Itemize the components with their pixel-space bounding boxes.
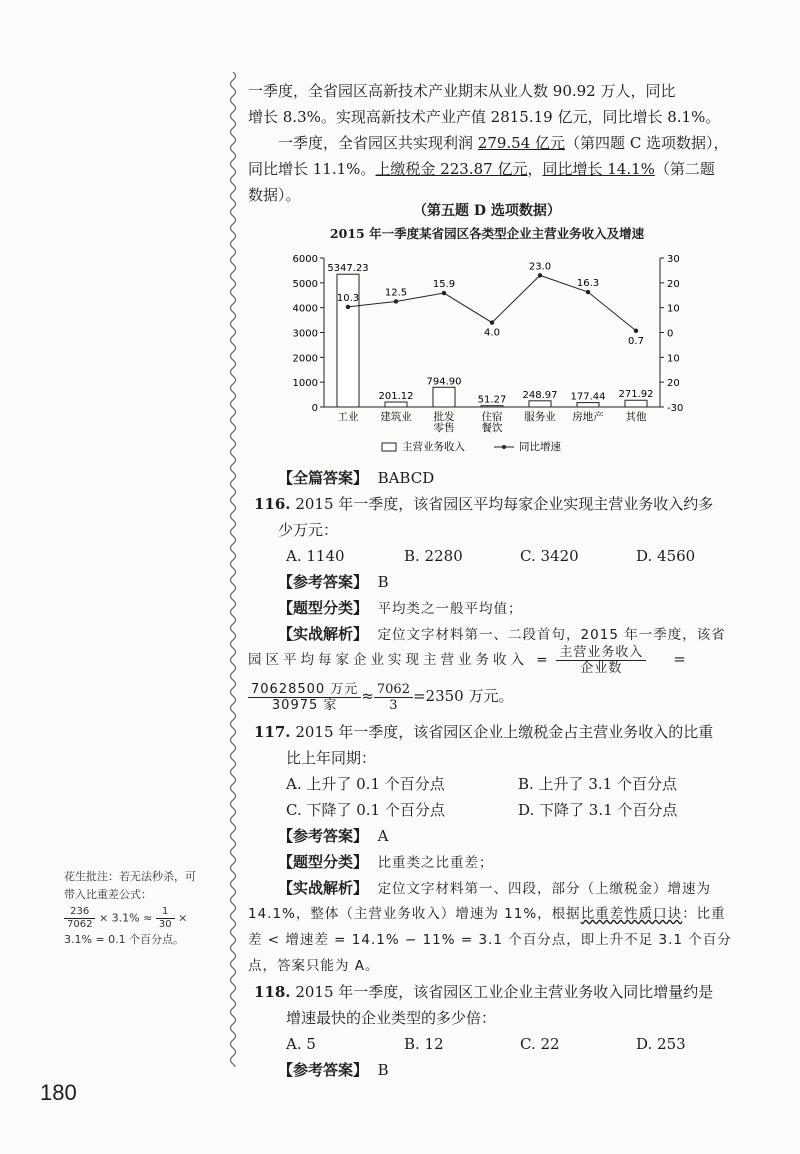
- q117-ref-value: A: [377, 827, 389, 845]
- category-label: 房地产: [572, 411, 604, 423]
- bar-label: 271.92: [618, 389, 654, 401]
- left-tick-label: 5000: [292, 278, 318, 290]
- growth-point: [634, 329, 638, 333]
- left-tick-label: 2000: [292, 353, 318, 365]
- side-note-mid: × 3.1% ≈: [98, 911, 153, 925]
- para2-line3: 数据）。: [248, 186, 301, 204]
- q117-option-c: C. 下降了 0.1 个百分点: [286, 801, 445, 819]
- frac2-den: 30975 家: [271, 697, 338, 713]
- category-label: 批发: [433, 411, 455, 423]
- bar-label: 5347.23: [327, 263, 369, 275]
- q117-analysis-line3: 差 < 增速差 = 14.1% − 11% = 3.1 个百分点，即上升不足 3.1 个百分: [248, 932, 732, 948]
- q117-stem-line1: [254, 719, 713, 745]
- q116-type-line: [278, 595, 523, 622]
- bar-label: 177.44: [570, 391, 606, 403]
- left-tick-label: 6000: [292, 254, 318, 265]
- q116-result: =2350 万元。: [412, 687, 514, 705]
- growth-point: [538, 273, 542, 277]
- q116-option-c: C. 3420: [520, 547, 579, 565]
- side-note-frac2: [156, 906, 175, 931]
- q117-analysis-text2a: 14.1%，整体（主营业务收入）增速为 11%，根据: [248, 906, 581, 922]
- q117-analysis-line4: 点，答案只能为 A。: [248, 958, 380, 974]
- chart-title: 2015 年一季度某省园区各类型企业主营业务收入及增速: [329, 226, 645, 241]
- left-tick-label: 3000: [292, 328, 318, 340]
- right-tick-label: 10: [667, 303, 680, 315]
- side-note-line4: 3.1% = 0.1 个百分点。: [64, 933, 185, 946]
- q116-frac-simplified: [374, 682, 413, 713]
- q116-analysis-text2: 园区平均每家企业实现主营业务收入 =: [248, 652, 552, 668]
- q118-option-c: C. 22: [520, 1035, 560, 1053]
- q118-option-b: B. 12: [404, 1035, 444, 1053]
- growth-label: 4.0: [484, 327, 500, 339]
- full-answer-value: BABCD: [377, 469, 435, 487]
- q118-stem-line1: [254, 979, 713, 1005]
- q116-analysis-line2: [248, 643, 686, 676]
- q116-type-label: 【题型分类】: [278, 599, 369, 617]
- q118-ref-value: B: [377, 1061, 389, 1079]
- category-label: 建筑业: [380, 411, 412, 423]
- q116-number: 116.: [254, 495, 291, 513]
- q118-option-d: D. 253: [636, 1035, 686, 1053]
- q118-number: 118.: [254, 983, 291, 1001]
- q118-stem1: 2015 年一季度，该省园区工业企业主营业务收入同比增量约是: [295, 983, 714, 1001]
- growth-label: 0.7: [628, 335, 644, 347]
- q117-option-a: A. 上升了 0.1 个百分点: [286, 775, 445, 793]
- right-tick-label: 20: [667, 378, 680, 390]
- note-frac1-num: 236: [64, 906, 95, 919]
- frac2-num: 70628500 万元: [248, 682, 361, 698]
- side-note-line3: [64, 906, 234, 931]
- q116-ref-value: B: [377, 573, 389, 591]
- bar-line-chart: [262, 240, 712, 465]
- q117-analysis-line2: [248, 901, 726, 927]
- q117-analysis-text1: 定位文字材料第一、四段，部分（上缴税金）增速为: [377, 881, 712, 897]
- right-tick-label: 30: [667, 254, 680, 265]
- left-tick-label: 4000: [292, 303, 318, 315]
- bar-批发零售: [433, 387, 455, 407]
- bar-label: 248.97: [522, 389, 558, 401]
- q118-option-a: A. 5: [286, 1035, 316, 1053]
- category-label: 零售: [433, 422, 455, 434]
- bar-label: 51.27: [477, 394, 507, 406]
- q117-stem-line2: 比上年同期：: [286, 749, 377, 767]
- q116-type-value: 平均类之一般平均值；: [377, 601, 523, 617]
- right-tick-label: -30: [667, 403, 684, 414]
- q116-stem1: 2015 年一季度，该省园区平均每家企业实现主营业务收入约多: [295, 495, 714, 513]
- full-answer-label: 【全篇答案】: [278, 469, 369, 487]
- side-note-line2: 带入比重差公式：: [64, 888, 152, 901]
- para2-line1: [278, 130, 729, 156]
- growth-point: [394, 299, 398, 303]
- bar-建筑业: [385, 402, 407, 407]
- q117-type-value: 比重类之比重差；: [377, 855, 494, 871]
- q116-frac-values: [248, 682, 361, 713]
- category-label: 餐饮: [481, 422, 503, 434]
- q117-ref-label: 【参考答案】: [278, 827, 369, 845]
- bar-服务业: [529, 401, 551, 407]
- growth-point: [490, 320, 494, 324]
- q116-ref-line: [278, 569, 389, 595]
- category-label: 其他: [625, 411, 647, 423]
- category-label: 工业: [337, 411, 359, 423]
- para2-underline-profit: 279.54 亿元: [477, 134, 566, 152]
- q116-option-b: B. 2280: [404, 547, 463, 565]
- category-label: 住宿: [481, 411, 503, 423]
- growth-label: 16.3: [576, 278, 600, 290]
- q117-analysis-text2b: ：比重: [682, 906, 726, 922]
- para2-text-d: （第二题: [654, 160, 715, 178]
- legend-bar-label: 主营业务收入: [402, 441, 465, 453]
- q117-ref-line: [278, 823, 388, 849]
- legend-bar-swatch: [382, 443, 396, 451]
- full-answer-line: [278, 465, 434, 491]
- para2-underline-growth: 同比增长 14.1%: [542, 160, 655, 178]
- q116-option-d: D. 4560: [636, 547, 696, 565]
- growth-point: [586, 290, 590, 294]
- q116-frac-revenue-per-firm: [556, 645, 646, 676]
- bar-label: 794.90: [426, 376, 462, 388]
- side-note-times: ×: [178, 911, 188, 925]
- q116-analysis-label: 【实战解析】: [278, 625, 369, 643]
- q117-stem1: 2015 年一季度，该省园区企业上缴税金占主营业务收入的比重: [295, 723, 714, 741]
- side-note-frac1: [64, 906, 95, 931]
- note-frac2-num: 1: [156, 906, 175, 919]
- growth-point: [442, 291, 446, 295]
- frac1-den: 企业数: [580, 660, 623, 676]
- left-tick-label: 1000: [292, 378, 318, 390]
- q116-analysis-line3: [248, 679, 514, 713]
- q117-analysis-label: 【实战解析】: [278, 879, 369, 897]
- para2-text-a: 一季度，全省园区共实现利润: [278, 134, 478, 152]
- growth-label: 12.5: [384, 287, 408, 299]
- q116-equals: =: [673, 650, 686, 668]
- q116-stem-line2: 少万元：: [278, 521, 339, 539]
- frac1-num: 主营业务收入: [556, 645, 646, 661]
- growth-point: [346, 305, 350, 309]
- q117-number: 117.: [254, 723, 291, 741]
- para2-text-b: （第四题 C 选项数据），: [565, 134, 729, 152]
- category-label: 服务业: [524, 411, 556, 423]
- q116-option-a: A. 1140: [286, 547, 345, 565]
- para2-text-c: 同比增长 11.1%。: [248, 160, 376, 178]
- q117-option-b: B. 上升了 3.1 个百分点: [518, 775, 677, 793]
- q118-stem-line2: 增速最快的企业类型的多少倍：: [286, 1009, 497, 1027]
- legend-line-label: 同比增速: [519, 441, 561, 453]
- growth-label: 15.9: [432, 279, 456, 291]
- q116-ref-label: 【参考答案】: [278, 573, 369, 591]
- chart-caption: （第五题 D 选项数据）: [413, 203, 561, 219]
- q118-ref-label: 【参考答案】: [278, 1061, 369, 1079]
- q116-stem-line1: [254, 491, 713, 517]
- left-tick-label: 0: [311, 403, 318, 414]
- bar-房地产: [577, 403, 599, 407]
- note-frac1-den: 7062: [67, 919, 93, 930]
- right-tick-label: 10: [667, 353, 680, 365]
- right-tick-label: 0: [667, 328, 674, 340]
- right-tick-label: 20: [667, 278, 680, 290]
- q116-approx: ≈: [361, 687, 374, 705]
- q117-analysis-underlined: 比重差性质口诀: [580, 906, 683, 922]
- side-note-line1: 花生批注：若无法秒杀，可: [64, 870, 196, 883]
- q116-analysis-text1: 定位文字材料第一、二段首句，2015 年一季度，该省: [377, 627, 726, 643]
- bar-住宿餐饮: [481, 406, 503, 407]
- q117-type-line: [278, 849, 494, 876]
- growth-label: 10.3: [336, 292, 360, 304]
- bar-label: 201.12: [378, 391, 414, 403]
- side-note: [64, 868, 234, 949]
- frac3-num: 7062: [374, 682, 413, 698]
- para2-underline-tax: 上缴税金 223.87 亿元: [375, 160, 528, 178]
- growth-label: 23.0: [528, 261, 552, 273]
- legend-line-marker: [502, 445, 506, 449]
- q117-option-d: D. 下降了 3.1 个百分点: [518, 801, 678, 819]
- para1-line1: 一季度，全省园区高新技术产业期末从业人数 90.92 万人，同比: [248, 82, 676, 100]
- note-frac2-den: 30: [158, 919, 172, 930]
- page-number: 180: [40, 1080, 77, 1105]
- q117-type-label: 【题型分类】: [278, 853, 369, 871]
- bar-其他: [625, 400, 647, 407]
- para2-comma: ，: [527, 160, 543, 178]
- q118-ref-line: [278, 1057, 389, 1083]
- q117-analysis-line1: [278, 875, 711, 902]
- frac3-den: 3: [389, 697, 398, 713]
- para1-line2: 增长 8.3%。实现高新技术产业产值 2815.19 亿元，同比增长 8.1%。: [248, 108, 721, 126]
- para2-line2: [248, 156, 715, 182]
